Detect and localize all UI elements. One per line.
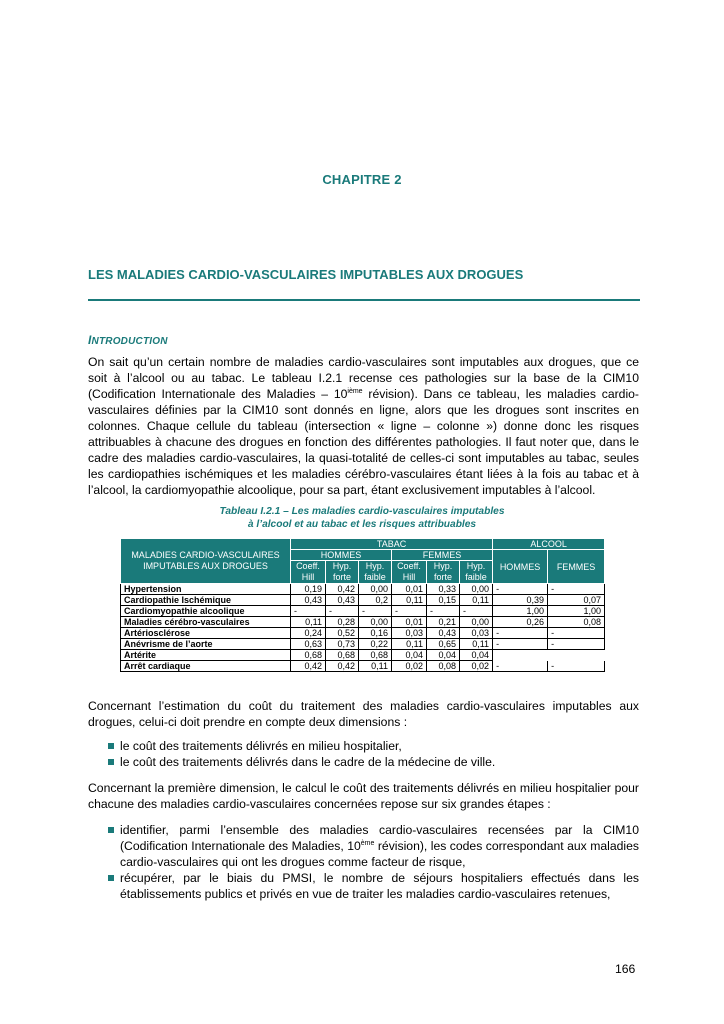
table-row (121, 584, 605, 595)
table-cell: - (493, 628, 548, 639)
table-cell: 0,04 (427, 650, 460, 661)
table-row (121, 650, 605, 661)
list-item: récupérer, par le biais du PMSI, le nombre de séjours hospitaliers effectués dans les établissements publics et privés en vue de traiter les maladies cardio-vasculaires retenues, (108, 870, 639, 902)
bullet-list-dimensions (108, 738, 639, 770)
table-cell: 0,01 (392, 584, 427, 595)
table-row (121, 617, 605, 628)
list-item (108, 822, 639, 870)
section-heading (88, 333, 168, 347)
table-cell: 0,43 (427, 628, 460, 639)
table-cell: 0,43 (291, 595, 326, 606)
table-cell: 0,33 (427, 584, 460, 595)
table-cell: 0,00 (359, 584, 392, 595)
table-cell: 0,73 (326, 639, 359, 650)
section-heading-initial: I (88, 333, 92, 347)
table-row (121, 661, 605, 672)
table-body (121, 584, 605, 672)
table-cell: 0,2 (359, 595, 392, 606)
alcool-hommes-header: HOMMES (493, 550, 548, 584)
table-cell: 0,16 (359, 628, 392, 639)
table-cell: 0,00 (460, 617, 493, 628)
table-cell: 0,00 (359, 617, 392, 628)
femmes-hyp-forte-header: Hyp. forte (427, 561, 460, 584)
table-cell: 0,68 (359, 650, 392, 661)
table-cell: 0,39 (493, 595, 548, 606)
alcool-femmes-header: FEMMES (548, 550, 605, 584)
table-cell: 0,68 (326, 650, 359, 661)
row-label: Cardiomyopathie alcoolique (121, 606, 291, 617)
table-cell (548, 650, 605, 661)
table-cell: 0,11 (460, 639, 493, 650)
table-cell: - (548, 628, 605, 639)
table-cell: 0,11 (392, 595, 427, 606)
risk-table (120, 538, 605, 672)
table-cell: 0,11 (359, 661, 392, 672)
table-cell: 0,08 (548, 617, 605, 628)
table-caption-line-2: à l’alcool et au tabac et les risques attribuables (247, 519, 477, 530)
bullet-list-steps (108, 822, 639, 902)
intro-paragraph-part-1: On sait qu’un certain nombre de maladies cardio-vasculaires sont imputables aux drogues, que ce soit à l’alcool ou au tabac. Le tableau I.2.1 recense ces pathologies sur la base de la CIM10 (Codification Internationale des Maladies – 10 (88, 355, 639, 401)
table-row (121, 606, 605, 617)
chapter-heading: CHAPITRE 2 (322, 172, 402, 187)
table-cell: 0,11 (392, 639, 427, 650)
table-cell: 0,65 (427, 639, 460, 650)
table-cell: 0,08 (427, 661, 460, 672)
table-cell: 0,07 (548, 595, 605, 606)
list-item: le coût des traitements délivrés dans le cadre de la médecine de ville. (108, 754, 639, 770)
hommes-hyp-forte-header: Hyp. forte (326, 561, 359, 584)
section-heading-rest: NTRODUCTION (91, 336, 168, 347)
list-item: le coût des traitements délivrés en milieu hospitalier, (108, 738, 639, 754)
table-cell: 0,19 (291, 584, 326, 595)
page-number: 166 (615, 962, 636, 976)
paragraph-steps: Concernant la première dimension, le calcul le coût des traitements délivrés en milieu hospitalier pour chacune des maladies cardio-vasculaires concernées repose sur six grandes étapes : (88, 781, 639, 811)
table-cell: - (548, 584, 605, 595)
table-cell: 0,24 (291, 628, 326, 639)
chapter-title: LES MALADIES CARDIO-VASCULAIRES IMPUTABLES AUX DROGUES (88, 267, 524, 282)
table-cell: 0,11 (291, 617, 326, 628)
table-cell: 1,00 (548, 606, 605, 617)
table-cell: 0,21 (427, 617, 460, 628)
tabac-hommes-header: HOMMES (291, 550, 392, 561)
table-cell: 0,28 (326, 617, 359, 628)
table-cell: 0,02 (392, 661, 427, 672)
table-cell: 0,68 (291, 650, 326, 661)
row-label: Maladies cérébro-vasculaires (121, 617, 291, 628)
table-cell: 0,03 (392, 628, 427, 639)
table-cell: 0,15 (427, 595, 460, 606)
table-cell: - (291, 606, 326, 617)
intro-paragraph (88, 354, 639, 498)
table-cell: 0,52 (326, 628, 359, 639)
intro-paragraph-sup: ième (347, 387, 363, 395)
row-label: Arrêt cardiaque (121, 661, 291, 672)
table-cell: 0,03 (460, 628, 493, 639)
table-caption (0, 505, 724, 531)
table-caption-line-1: Tableau I.2.1 – Les maladies cardio-vasculaires imputables (219, 506, 505, 517)
table-cell: 0,42 (326, 661, 359, 672)
table-cell: - (493, 584, 548, 595)
table-cell: 0,00 (460, 584, 493, 595)
tabac-femmes-header: FEMMES (392, 550, 493, 561)
table-cell: 0,42 (291, 661, 326, 672)
row-label: Cardiopathie Ischémique (121, 595, 291, 606)
table-cell: 0,43 (326, 595, 359, 606)
femmes-coeff-header: Coeff. Hill (392, 561, 427, 584)
table-cell: 0,04 (460, 650, 493, 661)
alcool-header: ALCOOL (493, 539, 605, 550)
table-cell: 0,02 (460, 661, 493, 672)
table-cell: 0,42 (326, 584, 359, 595)
hommes-hyp-faible-header: Hyp. faible (359, 561, 392, 584)
table-cell: - (359, 606, 392, 617)
table-row (121, 639, 605, 650)
table-cell: - (392, 606, 427, 617)
table-cell: 1,00 (493, 606, 548, 617)
table-cell: 0,04 (392, 650, 427, 661)
title-divider (88, 299, 640, 301)
femmes-hyp-faible-header: Hyp. faible (460, 561, 493, 584)
row-label: Artériosclérose (121, 628, 291, 639)
table-cell: 0,63 (291, 639, 326, 650)
table-cell: 0,22 (359, 639, 392, 650)
table-cell: 0,01 (392, 617, 427, 628)
hommes-coeff-header: Coeff. Hill (291, 561, 326, 584)
table-cell (493, 650, 548, 661)
table-row (121, 628, 605, 639)
row-label: Anévrisme de l’aorte (121, 639, 291, 650)
table-cell: - (460, 606, 493, 617)
table-cell: - (493, 661, 548, 672)
table-cell: - (493, 639, 548, 650)
step-1-part-1: identifier, parmi l’ensemble des maladies cardio-vasculaires recensées par la CIM10 (Codification Internationale des Maladies, 10 (120, 823, 639, 853)
step-1-part-2: révision), les codes correspondant aux maladies cardio-vasculaires qui ont les drogues comme facteur de risque, (120, 839, 639, 869)
table-cell: - (427, 606, 460, 617)
table-corner-header: MALADIES CARDIO-VASCULAIRES IMPUTABLES AUX DROGUES (121, 539, 291, 584)
paragraph-cost: Concernant l’estimation du coût du traitement des maladies cardio-vasculaires imputables aux drogues, celui-ci doit prendre en compte deux dimensions : (88, 699, 639, 729)
intro-paragraph-part-2: révision). Dans ce tableau, les maladies cardio-vasculaires définies par la CIM10 sont donnés en ligne, alors que les drogues sont inscrites en colonnes. Chaque cellule du tableau (intersection « ligne – colonne ») donne donc les risques attribuables à chacune des drogues en fonction des différentes pathologies. Il faut noter que, dans le cadre des maladies cardio-vasculaires, la quasi-totalité de celles-ci sont imputables au tabac, seules les cardiopathies ischémiques et les maladies cérébro-vasculaires étant liées à la fois au tabac et à l’alcool, la cardiomyopathie alcoolique, pour sa part, étant exclusivement imputables à l’alcool. (88, 387, 639, 497)
step-1-sup: ème (360, 839, 375, 847)
table-cell: - (548, 639, 605, 650)
table-row (121, 595, 605, 606)
tabac-header: TABAC (291, 539, 493, 550)
table-cell: - (548, 661, 605, 672)
table-cell: 0,26 (493, 617, 548, 628)
table-cell: 0,11 (460, 595, 493, 606)
table-cell: - (326, 606, 359, 617)
row-label: Hypertension (121, 584, 291, 595)
row-label: Artérite (121, 650, 291, 661)
